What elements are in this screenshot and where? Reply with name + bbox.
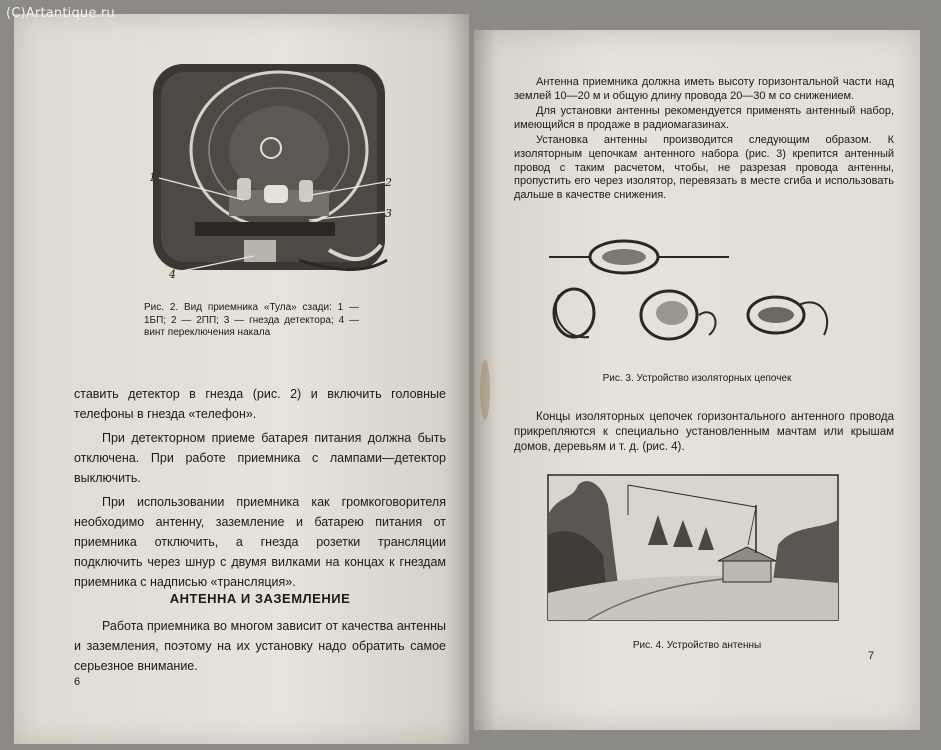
- right-top-text: [514, 76, 894, 202]
- insulator-chain-illustration: [544, 235, 844, 345]
- left-paragraph-4: Работа приемника во многом зависит от качества антенны и заземления, поэтому на их установку надо обратить самое серьезное внимание.: [74, 619, 446, 673]
- left-body: [74, 384, 446, 592]
- section-heading: АНТЕННА И ЗАЗЕМЛЕНИЕ: [169, 591, 351, 606]
- page-number-right: 7: [868, 650, 875, 662]
- right-paragraph-1: Антенна приемника должна иметь высоту горизонтальной части над землей 10—20 м и общую длину провода 20—30 м со снижением.: [514, 76, 894, 102]
- receiver-back-illustration: [149, 60, 392, 285]
- right-paragraph-3: Установка антенны производится следующим образом. К изоляторным цепочкам антенного набора (рис. 3) крепится антенный провод с таким расчетом, чтобы, не разрезая провода антенны, пропустить его через изолятор, перевязать в месте сгиба и использовать дальше в качестве снижения.: [514, 134, 894, 201]
- antenna-landscape-illustration: [548, 475, 838, 620]
- figure-4-caption: Рис. 4. Устройство антенны: [632, 640, 762, 651]
- left-paragraph-2: При детекторном приеме батарея питания должна быть отключена. При работе приемника с лампами—детектор выключить.: [74, 431, 446, 485]
- left-page: [14, 14, 469, 744]
- left-paragraph-3: При использовании приемника как громкоговорителя необходимо антенну, заземление и батарею питания от приемника отключить, а гнезда розетки трансляции подключить через шнур с двумя вилками на концах к гнездам приемника с надписью «трансляция».: [74, 495, 446, 589]
- figure-label-3: 3: [385, 207, 392, 220]
- figure-2-caption: Рис. 2. Вид приемника «Тула» сзади: 1 — 1БП; 2 — 2ПП; 3 — гнезда детектора; 4 — винт переключения накала: [144, 302, 359, 338]
- figure-label-2: 2: [385, 176, 392, 189]
- page-number-left: 6: [74, 676, 81, 688]
- watermark-text: (C)Artantique.ru: [6, 6, 115, 21]
- figure-label-4: 4: [169, 268, 176, 281]
- right-paragraph-2: Для установки антенны рекомендуется применять антенный набор, имеющийся в продаже в радиомагазинах.: [514, 105, 894, 131]
- right-paragraph-4: Концы изоляторных цепочек горизонтального антенного провода прикрепляются к специально установленным мачтам или крышам домов, деревьям и т. д. (рис. 4).: [514, 411, 894, 453]
- figure-label-1: 1: [149, 171, 156, 184]
- left-paragraph-1: ставить детектор в гнезда (рис. 2) и включить головные телефоны в гнезда «телефон».: [74, 387, 446, 421]
- figure-3-caption: Рис. 3. Устройство изоляторных цепочек: [602, 373, 792, 384]
- right-page: [474, 30, 920, 730]
